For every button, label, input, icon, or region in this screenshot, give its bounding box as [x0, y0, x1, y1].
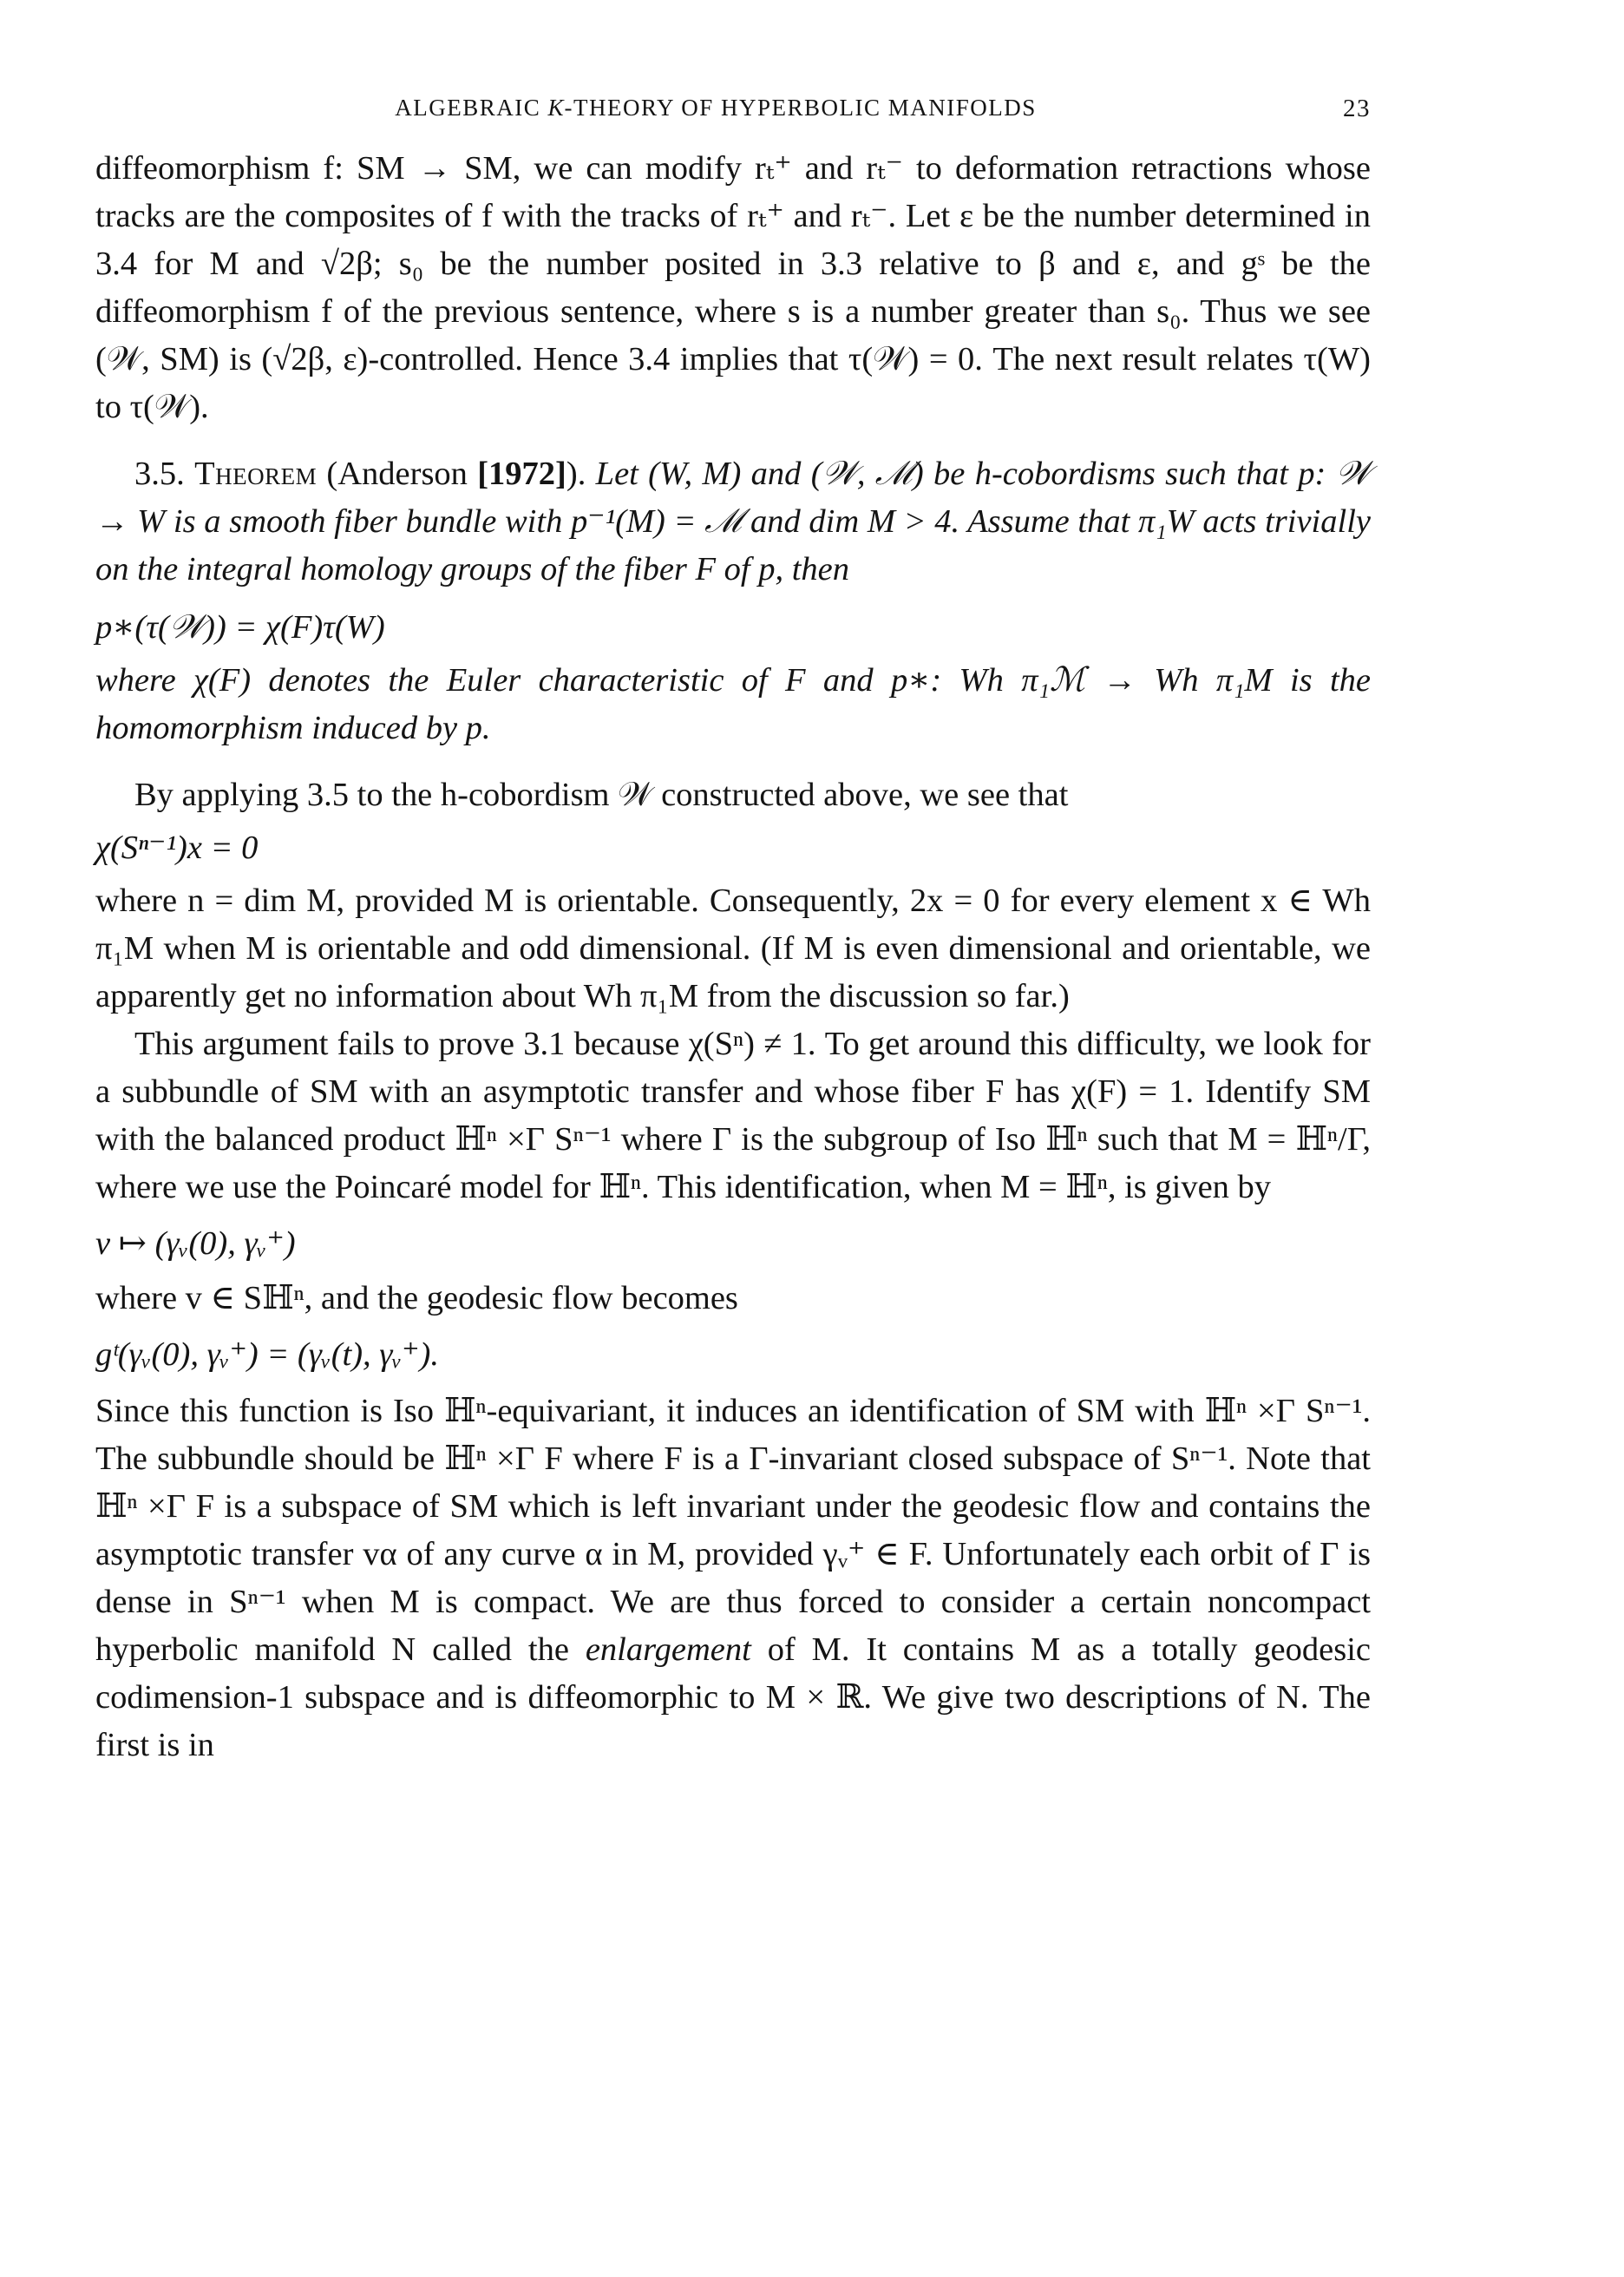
paragraph-1: diffeomorphism f: SM → SM, we can modify rₜ⁺ and rₜ⁻ to deformation retractions whose tracks are the composites of f with the tracks of rₜ⁺ and rₜ⁻. Let ε be the number determined in 3.4 for M and √2β; s₀ be the number posited in 3.3 relative to β and ε, and gˢ be the diffeomorphism f of the previous sentence, where s is a number greater than s₀. Thus we see (𝒲, SM) is (√2β, ε)-controlled. Hence 3.4 implies that τ(𝒲) = 0. The next result relates τ(W) to τ(𝒲).: [95, 150, 1371, 425]
page: [95, 82, 1371, 1769]
paragraph-6-b: of M. It contains M as a totally geodesic codimension-1 subspace and is diffeomorphic to M × ℝ. We give two descriptions of N. The first is in: [95, 1631, 1371, 1763]
theorem-number: 3.5.: [134, 456, 185, 492]
equation-1: p∗(τ(𝒲)) = χ(F)τ(W): [95, 609, 385, 646]
running-head-post: -THEORY OF HYPERBOLIC MANIFOLDS: [564, 95, 1037, 121]
paragraph-6-a: Since this function is Iso ℍⁿ-equivariant, it induces an identification of SM with ℍⁿ ×Γ Sⁿ⁻¹. The subbundle should be ℍⁿ ×Γ F where F is a Γ-invariant closed subspace of Sⁿ⁻¹. Note that ℍⁿ ×Γ F is a subspace of SM which is left invariant under the geodesic flow and contains the asymptotic transfer vα of any curve α in M, provided γᵥ⁺ ∈ F. Unfortunately each orbit of Γ is dense in Sⁿ⁻¹ when M is compact. We are thus forced to consider a certain noncompact hyperbolic manifold N called the: [95, 1393, 1371, 1668]
running-head-pre: ALGEBRAIC: [395, 95, 548, 121]
paragraph-4: This argument fails to prove 3.1 because χ(Sⁿ) ≠ 1. To get around this difficulty, we look for a subbundle of SM with an asymptotic transfer and whose fiber F has χ(F) = 1. Identify SM with the balanced product ℍⁿ ×Γ Sⁿ⁻¹ where Γ is the subgroup of Iso ℍⁿ such that M = ℍⁿ/Γ, where we use the Poincaré model for ℍⁿ. This identification, when M = ℍⁿ, is given by: [95, 1026, 1371, 1205]
equation-4: gᵗ(γᵥ(0), γᵥ⁺) = (γᵥ(t), γᵥ⁺).: [95, 1336, 439, 1373]
theorem-attrib-post: ).: [566, 456, 586, 492]
paragraph-6: [95, 1388, 1371, 1769]
running-head-title: [95, 95, 1371, 121]
page-number: 23: [1343, 95, 1371, 122]
theorem-where: where χ(F) denotes the Euler characteristic of F and p∗: Wh π₁ℳ → Wh π₁M is the homomorphism induced by p.: [95, 662, 1371, 746]
equation-3: v ↦ (γᵥ(0), γᵥ⁺): [95, 1225, 296, 1262]
theorem-statement: Let (W, M) and (𝒲, ℳ) be h-cobordisms such that p: 𝒲 → W is a smooth fiber bundle with p⁻¹(M) = ℳ and dim M > 4. Assume that π₁W acts trivially on the integral homology groups of the fiber F of p, then: [95, 456, 1371, 587]
theorem-attrib-year: [1972]: [477, 456, 566, 492]
paragraph-2: By applying 3.5 to the h-cobordism 𝒲 constructed above, we see that: [134, 777, 1069, 813]
running-head: [95, 82, 1371, 135]
theorem-attrib-pre: (Anderson: [326, 456, 478, 492]
paragraph-5: where v ∈ Sℍⁿ, and the geodesic flow becomes: [95, 1280, 738, 1316]
running-head-k: K: [547, 95, 565, 121]
theorem-label: Theorem: [194, 456, 318, 492]
equation-2: χ(Sⁿ⁻¹)x = 0: [95, 830, 259, 866]
enlargement-term: enlargement: [585, 1631, 751, 1668]
theorem-3-5: [95, 450, 1371, 594]
paragraph-3: where n = dim M, provided M is orientable. Consequently, 2x = 0 for every element x ∈ Wh π₁M when M is orientable and odd dimensional. (If M is even dimensional and orientable, we apparently get no information about Wh π₁M from the discussion so far.): [95, 883, 1371, 1014]
